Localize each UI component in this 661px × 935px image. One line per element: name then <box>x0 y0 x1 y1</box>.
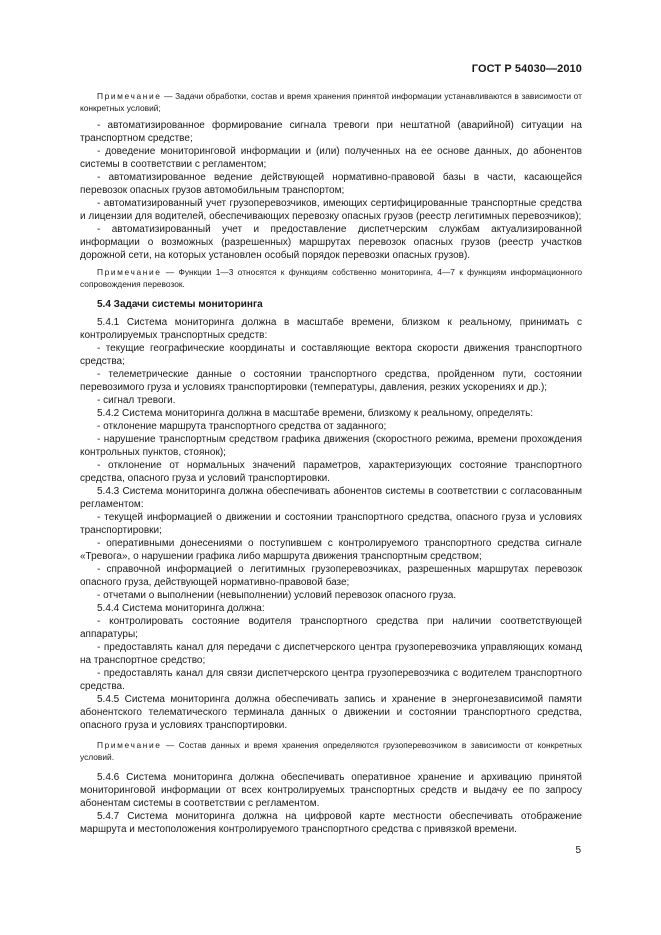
paragraph: - отклонение от нормальных значений параметров, характеризующих состояние транспортного средства, опасного груза и условий транспортировки. <box>80 460 582 484</box>
note-1-label: Примечание <box>97 91 162 101</box>
note-2-text: — Функции 1—3 относятся к функциям собственно мониторинга, 4—7 к функциям информационного сопровождения перевозок. <box>80 267 582 289</box>
paragraph: 5.4.2 Система мониторинга должна в масштабе времени, близкому к реальному, определять: <box>97 408 534 419</box>
note-3-label: Примечание <box>97 740 162 750</box>
paragraph: 5.4.1 Система мониторинга должна в масштабе времени, близком к реальному, принимать с контролируемых транспортных средств: <box>80 317 582 341</box>
paragraph: - сигнал тревоги. <box>97 395 176 406</box>
note-3-text: — Состав данных и время хранения определяются грузоперевозчиком в зависимости от конкретных условий. <box>80 740 582 762</box>
paragraph: - оперативными донесениями о поступившем с контролируемого транспортного средства сигнале «Тревога», о нарушении графика либо маршрута движения транспортным средством; <box>80 538 582 562</box>
paragraph: - предоставлять канал для связи диспетчерского центра грузоперевозчика с водителем транспортного средства. <box>80 668 582 692</box>
paragraph: - контролировать состояние водителя транспортного средства при наличии соответствующей аппаратуры; <box>80 616 582 640</box>
paragraph: - справочной информацией о легитимных грузоперевозчиках, разрешенных маршрутах перевозок опасного груза, действующей нормативно-правовой базе; <box>80 564 582 588</box>
note-1-text: — Задачи обработки, состав и время хранения принятой информации устанавливаются в зависимости от конкретных условий; <box>80 91 582 113</box>
document-code: ГОСТ Р 54030—2010 <box>471 63 582 75</box>
paragraph: - отчетами о выполнении (невыполнении) условий перевозок опасного груза. <box>97 590 457 601</box>
paragraph: 5.4.3 Система мониторинга должна обеспечивать абонентов системы в соответствии с согласованным регламентом: <box>80 486 582 510</box>
page-content <box>80 91 582 836</box>
paragraph: - текущей информацией о движении и состоянии транспортного средства, опасного груза и условиях транспортировки; <box>80 512 582 536</box>
note-2 <box>80 267 582 290</box>
paragraph: - текущие географические координаты и составляющие вектора скорости движения транспортного средства; <box>80 343 582 367</box>
paragraph: 5.4.6 Система мониторинга должна обеспечивать оперативное хранение и архивацию принятой мониторинговой информации от всех контролируемых транспортных средств и выдачу ее по запросу абонентам системы в соответствии с регламентом. <box>80 772 582 809</box>
list-item: - автоматизированное ведение действующей нормативно-правовой базы в части, касающейся перевозок опасных грузов автомобильным транспортом; <box>80 172 582 196</box>
paragraph: - отклонение маршрута транспортного средства от заданного; <box>97 421 387 432</box>
paragraph: - нарушение транспортным средством графика движения (скоростного режима, времени прохождения контрольных пунктов, стоянок); <box>80 434 582 458</box>
list-item: - автоматизированный учет и предоставление диспетчерским службам актуализированной информации о возможных (разрешенных) маршрутах перевозок опасных грузов (реестр участков дорожной сети, на которых установлен особый порядок перевозки опасных грузов). <box>80 224 582 261</box>
section-heading: 5.4 Задачи системы мониторинга <box>97 299 263 310</box>
paragraph: 5.4.4 Система мониторинга должна: <box>97 603 265 614</box>
note-3 <box>80 740 582 763</box>
paragraph: - предоставлять канал для передачи с диспетчерского центра грузоперевозчика управляющих команд на транспортное средство; <box>80 642 582 666</box>
paragraph: 5.4.5 Система мониторинга должна обеспечивать запись и хранение в энергонезависимой памяти абонентского телематического терминала данных о движении и состоянии транспортного средства, опасного груза и условиях транспортировки. <box>80 694 582 731</box>
list-item: - автоматизированный учет грузоперевозчиков, имеющих сертифицированные транспортные средства и лицензии для водителей, обеспечивающих перевозку опасных грузов (реестр легитимных перевозчиков); <box>80 198 582 222</box>
note-1 <box>80 91 582 114</box>
list-item: - доведение мониторинговой информации и (или) полученных на ее основе данных, до абонентов системы в соответствии с регламентом; <box>80 146 582 170</box>
paragraph: - телеметрические данные о состоянии транспортного средства, пройденном пути, состоянии перевозимого груза и условиях транспортировки (температуры, давления, резких ускорениях и др.); <box>80 369 582 393</box>
paragraph: 5.4.7 Система мониторинга должна на цифровой карте местности обеспечивать отображение маршрута и местоположения контролируемого транспортного средства с привязкой времени. <box>80 811 582 835</box>
list-item: - автоматизированное формирование сигнала тревоги при нештатной (аварийной) ситуации на транспортном средстве; <box>80 120 582 144</box>
page-number: 5 <box>575 845 581 856</box>
note-2-label: Примечание <box>97 267 162 277</box>
